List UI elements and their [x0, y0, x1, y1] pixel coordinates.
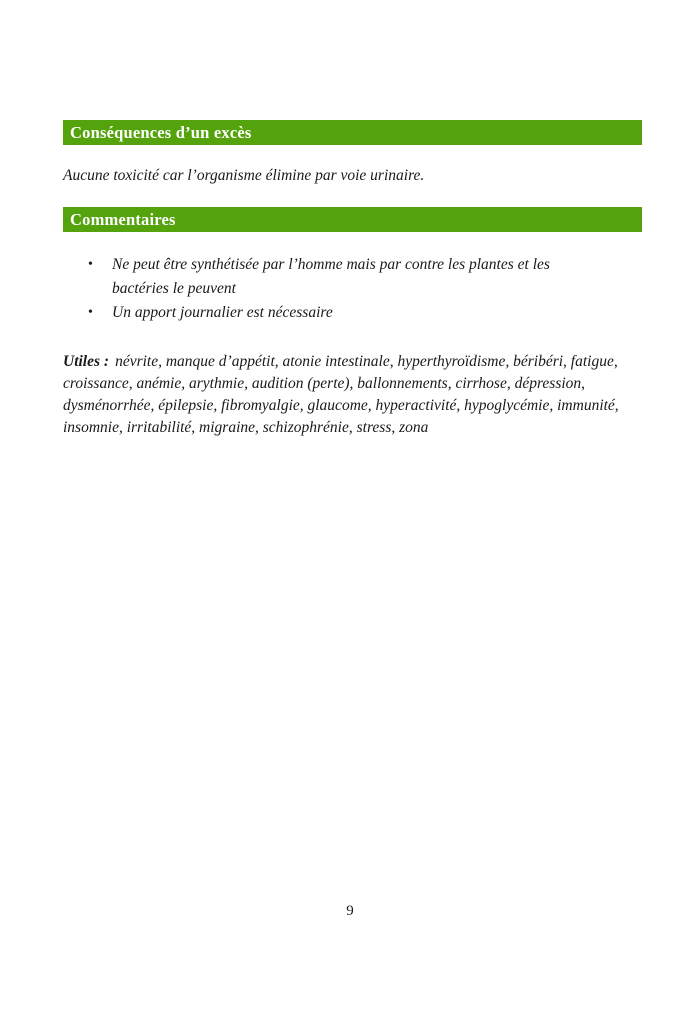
paragraph-toxicite: Aucune toxicité car l’organisme élimine par voie urinaire. — [63, 167, 425, 184]
utiles-conditions-list: névrite, manque d’appétit, atonie intestinale, hyperthyroïdisme, béribéri, fatigue, croissance, anémie, arythmie, audition (perte), ballonnements, cirrhose, dépression, dysménorrhée, épilepsie, fibromyalgie, glaucome, hyperactivité, hypoglycémie, immunité, insomnie, irritabilité, migraine, schizophrénie, stress, zona — [63, 353, 619, 436]
section-header-commentaires: Commentaires — [63, 207, 642, 232]
list-item — [88, 253, 588, 301]
commentaires-bullet-list — [88, 253, 588, 325]
bullet-icon: • — [88, 257, 93, 272]
bullet-text: Un apport journalier est nécessaire — [112, 304, 333, 321]
bullet-icon: • — [88, 305, 93, 320]
list-item — [88, 301, 588, 325]
bullet-text: Ne peut être synthétisée par l’homme mais par contre les plantes et les bactéries le peuvent — [112, 256, 550, 297]
paragraph-utiles — [63, 351, 643, 439]
utiles-label: Utiles : — [63, 353, 110, 370]
section-header-consequences-exces: Conséquences d’un excès — [63, 120, 642, 145]
page-number: 9 — [346, 903, 354, 919]
